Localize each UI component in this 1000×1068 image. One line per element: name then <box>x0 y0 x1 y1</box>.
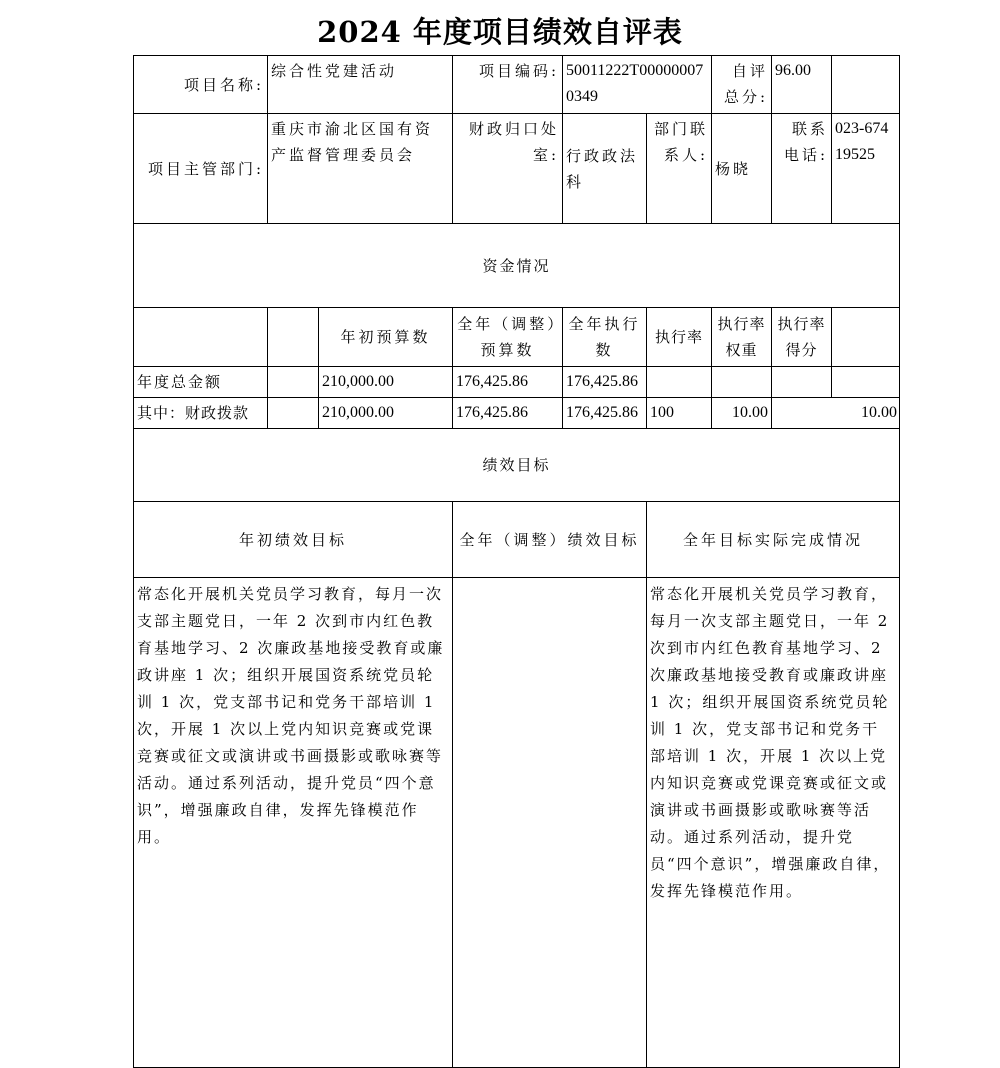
project-name-label: 项目名称: <box>134 56 268 114</box>
contact-label: 部门联系人: <box>647 114 712 224</box>
empty-cell <box>832 367 900 398</box>
funds-header-row <box>134 308 900 367</box>
empty-cell <box>268 398 319 429</box>
header-exec-rate: 执行率 <box>647 308 712 367</box>
header-actual-completion: 全年目标实际完成情况 <box>647 502 900 578</box>
empty-cell <box>268 367 319 398</box>
finance-value: 行政政法科 <box>563 114 647 224</box>
evaluation-table <box>133 55 900 1068</box>
empty-cell <box>832 308 900 367</box>
dept-value: 重庆市渝北区国有资产监督管理委员会 <box>268 114 453 224</box>
initial-target-text: 常态化开展机关党员学习教育，每月一次支部主题党日，一年 2 次到市内红色教育基地学习、2 次廉政基地接受教育或廉政讲座 1 次；组织开展国资系统党员轮训 1 次，党支部书记和党务干部培训 1 次，开展 1 次以上党内知识竞赛或党课竞赛或征文或演讲或书画摄影或歌咏赛等活动。通过系列活动，提升党员“四个意识”，增强廉政自律，发挥先锋模范作用。 <box>134 578 453 1068</box>
phone-value: 023-67419525 <box>832 114 900 224</box>
rate-weight: 10.00 <box>712 398 772 429</box>
project-name-value: 综合性党建活动 <box>268 56 453 114</box>
rate-score <box>772 367 832 398</box>
project-info-row <box>134 56 900 114</box>
targets-content-row <box>134 578 900 1068</box>
initial-amount: 210,000.00 <box>319 367 453 398</box>
initial-amount: 210,000.00 <box>319 398 453 429</box>
dept-label: 项目主管部门: <box>134 114 268 224</box>
header-initial-budget: 年初预算数 <box>319 308 453 367</box>
department-row <box>134 114 900 224</box>
finance-label: 财政归口处室: <box>453 114 563 224</box>
page-title: 2024 年度项目绩效自评表 <box>317 15 683 49</box>
funds-section-title: 资金情况 <box>134 224 900 308</box>
project-code-value: 50011222T000000070349 <box>563 56 712 114</box>
header-adjusted-target: 全年（调整）绩效目标 <box>453 502 647 578</box>
empty-cell <box>268 308 319 367</box>
rate-score: 10.00 <box>772 398 900 429</box>
rate-weight <box>712 367 772 398</box>
header-adjusted-budget: 全年（调整）预算数 <box>453 308 563 367</box>
row-label: 年度总金额 <box>134 367 268 398</box>
header-initial-target: 年初绩效目标 <box>134 502 453 578</box>
row-label: 其中：财政拨款 <box>134 398 268 429</box>
targets-header-row <box>134 502 900 578</box>
exec-rate <box>647 367 712 398</box>
targets-section-title: 绩效目标 <box>134 429 900 502</box>
header-rate-score: 执行率得分 <box>772 308 832 367</box>
table-row <box>134 398 900 429</box>
project-code-label: 项目编码: <box>453 56 563 114</box>
executed-amount: 176,425.86 <box>563 367 647 398</box>
adjusted-amount: 176,425.86 <box>453 367 563 398</box>
score-value: 96.00 <box>772 56 832 114</box>
adjusted-target-text <box>453 578 647 1068</box>
executed-amount: 176,425.86 <box>563 398 647 429</box>
header-rate-weight: 执行率权重 <box>712 308 772 367</box>
actual-completion-text: 常态化开展机关党员学习教育，每月一次支部主题党日，一年 2 次到市内红色教育基地学习、2 次廉政基地接受教育或廉政讲座 1 次；组织开展国资系统党员轮训 1 次，党支部书记和党务干部培训 1 次，开展 1 次以上党内知识竞赛或党课竞赛或征文或演讲或书画摄影或歌咏赛等活动。通过系列活动，提升党员“四个意识”，增强廉政自律，发挥先锋模范作用。 <box>647 578 900 1068</box>
score-label: 自评总分: <box>712 56 772 114</box>
contact-value: 杨晓 <box>712 114 772 224</box>
table-row <box>134 367 900 398</box>
empty-cell <box>134 308 268 367</box>
empty-cell <box>832 56 900 114</box>
adjusted-amount: 176,425.86 <box>453 398 563 429</box>
exec-rate: 100 <box>647 398 712 429</box>
header-executed: 全年执行数 <box>563 308 647 367</box>
phone-label: 联系电话: <box>772 114 832 224</box>
